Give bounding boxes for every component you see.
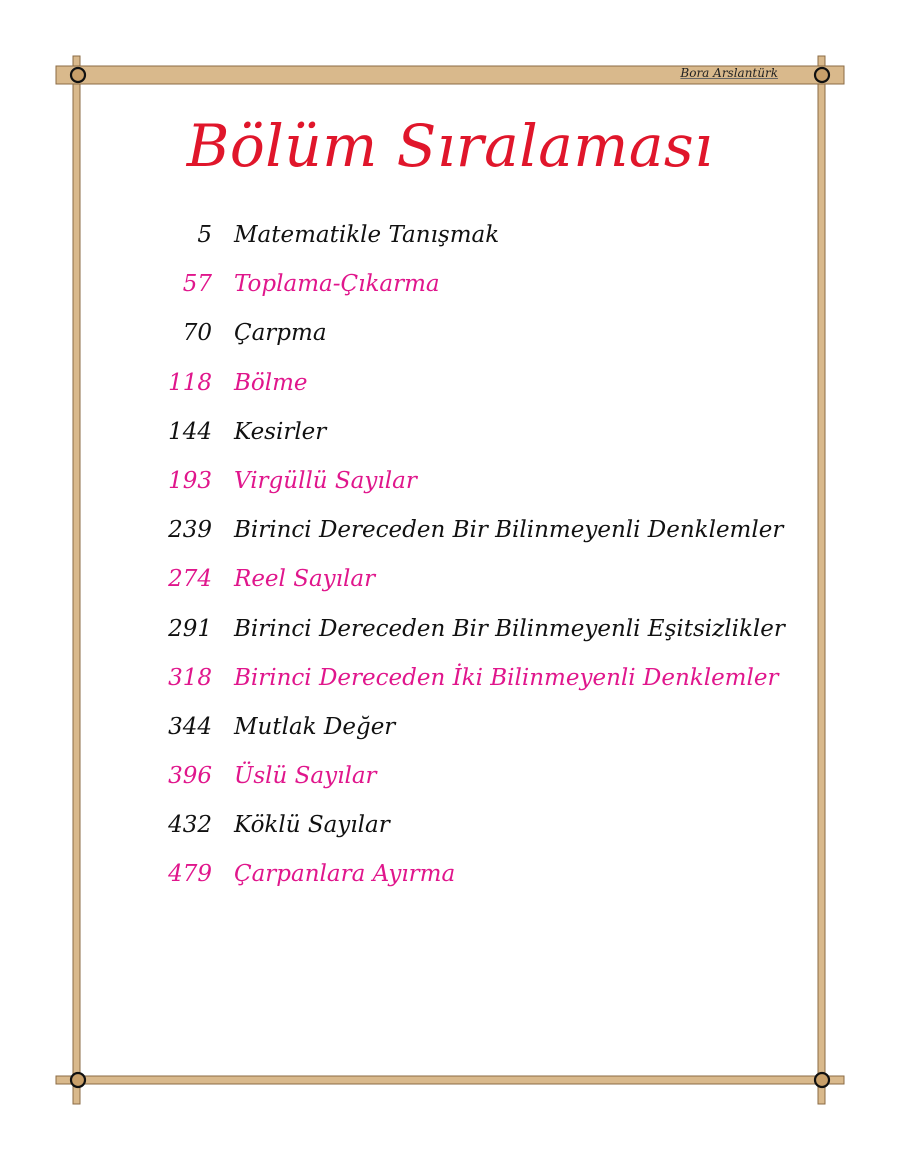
toc-chapter-title: Birinci Dereceden İki Bilinmeyenli Denklemler: [234, 664, 779, 691]
page-title: Bölüm Sıralaması: [186, 112, 714, 180]
toc-chapter-title: Matematikle Tanışmak: [234, 222, 500, 248]
toc-page-number: 5: [197, 222, 212, 248]
toc-chapter-title: Kesirler: [234, 418, 327, 445]
toc-page-number: 318: [168, 664, 212, 691]
toc-chapter-title: Çarpma: [234, 320, 327, 347]
toc-entry[interactable]: [140, 419, 820, 468]
toc-entry[interactable]: [140, 861, 820, 910]
toc-entry[interactable]: [140, 271, 820, 320]
table-of-contents: [140, 222, 820, 911]
toc-chapter-title: Mutlak Değer: [234, 713, 396, 740]
toc-entry[interactable]: [140, 370, 820, 419]
frame-knob-bottom-right: [815, 1073, 829, 1087]
toc-page-number: 291: [168, 615, 212, 642]
toc-entry[interactable]: [140, 714, 820, 763]
toc-entry[interactable]: [140, 812, 820, 861]
toc-entry[interactable]: [140, 566, 820, 615]
toc-page-number: 432: [168, 812, 212, 839]
toc-chapter-title: Birinci Dereceden Bir Bilinmeyenli Denklemler: [234, 517, 784, 544]
toc-chapter-title: Birinci Dereceden Bir Bilinmeyenli Eşitsizlikler: [234, 615, 785, 642]
frame-bottom-bar: [56, 1076, 844, 1084]
toc-chapter-title: Çarpanlara Ayırma: [234, 861, 456, 888]
toc-entry[interactable]: [140, 665, 820, 714]
toc-page-number: 396: [168, 763, 212, 790]
toc-entry[interactable]: [140, 320, 820, 369]
toc-page-number: 274: [168, 566, 212, 593]
toc-chapter-title: Üslü Sayılar: [234, 763, 377, 790]
toc-page-number: 118: [168, 369, 212, 396]
toc-page-number: 193: [168, 467, 212, 494]
toc-chapter-title: Toplama-Çıkarma: [234, 271, 440, 298]
frame-left-rod: [73, 56, 80, 1104]
toc-entry[interactable]: [140, 468, 820, 517]
author-name: Bora Arslantürk: [680, 66, 778, 80]
toc-page-number: 70: [182, 320, 212, 347]
toc-page-number: 144: [168, 418, 212, 445]
toc-page-number: 344: [168, 713, 212, 740]
toc-chapter-title: Reel Sayılar: [234, 566, 376, 593]
frame-knob-top-left: [71, 68, 85, 82]
toc-entry[interactable]: [140, 763, 820, 812]
toc-entry[interactable]: [140, 616, 820, 665]
frame-knob-top-right: [815, 68, 829, 82]
toc-chapter-title: Köklü Sayılar: [234, 812, 390, 839]
toc-chapter-title: Bölme: [234, 369, 308, 396]
toc-chapter-title: Virgüllü Sayılar: [234, 467, 417, 494]
toc-entry[interactable]: [140, 222, 820, 271]
frame-knob-bottom-left: [71, 1073, 85, 1087]
toc-page-number: 479: [168, 861, 212, 888]
toc-page-number: 57: [182, 271, 212, 298]
toc-page-number: 239: [168, 517, 212, 544]
toc-entry[interactable]: [140, 517, 820, 566]
